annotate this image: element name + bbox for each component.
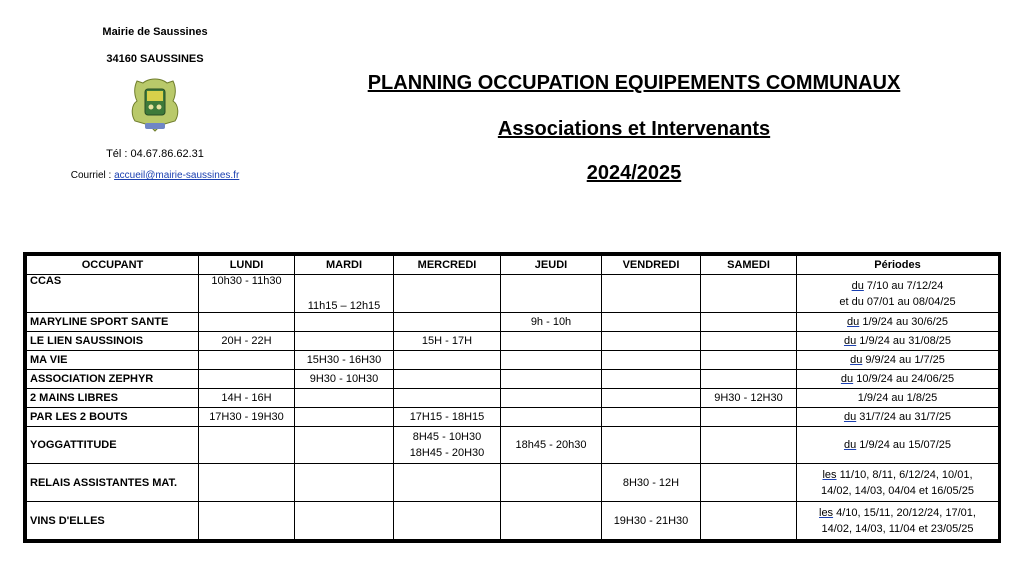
occupant-cell: PAR LES 2 BOUTS bbox=[27, 408, 199, 427]
planning-table bbox=[23, 252, 1001, 543]
vendredi-cell bbox=[602, 313, 701, 332]
periode-line-2: 14/02, 14/03, 04/04 et 16/05/25 bbox=[821, 484, 974, 497]
samedi-cell bbox=[701, 351, 797, 370]
table-row bbox=[27, 427, 999, 464]
mardi-cell bbox=[295, 389, 394, 408]
periode-line-1: 1/9/24 au 31/08/25 bbox=[856, 335, 952, 347]
occupant-cell: RELAIS ASSISTANTES MAT. bbox=[27, 464, 199, 502]
col-vendredi: VENDREDI bbox=[602, 256, 701, 275]
vendredi-cell: 8H30 - 12H bbox=[602, 464, 701, 502]
periode-cell bbox=[797, 313, 999, 332]
mercredi-cell: 15H - 17H bbox=[394, 332, 501, 351]
mercredi-cell bbox=[394, 464, 501, 502]
periode-prefix: les bbox=[822, 468, 837, 481]
occupant-cell: MA VIE bbox=[27, 351, 199, 370]
periode-cell bbox=[797, 408, 999, 427]
table-row bbox=[27, 313, 999, 332]
occupant-cell: LE LIEN SAUSSINOIS bbox=[27, 332, 199, 351]
vendredi-cell bbox=[602, 389, 701, 408]
col-mardi: MARDI bbox=[295, 256, 394, 275]
jeudi-cell bbox=[501, 389, 602, 408]
periode-line-2: et du 07/01 au 08/04/25 bbox=[839, 295, 956, 308]
periode-prefix: les bbox=[819, 506, 834, 519]
periode-line-1: 7/10 au 7/12/24 bbox=[863, 279, 944, 292]
mercredi-slot-2: 18H45 - 20H30 bbox=[409, 447, 485, 459]
vendredi-cell bbox=[602, 275, 701, 313]
mercredi-cell bbox=[394, 370, 501, 389]
lundi-cell: 14H - 16H bbox=[199, 389, 295, 408]
lundi-cell bbox=[199, 427, 295, 464]
jeudi-cell bbox=[501, 408, 602, 427]
season-year: 2024/2025 bbox=[586, 162, 682, 184]
mardi-cell bbox=[295, 408, 394, 427]
periode-cell bbox=[797, 332, 999, 351]
mercredi-slot-1: 8H45 - 10H30 bbox=[412, 431, 482, 443]
col-occupant: OCCUPANT bbox=[27, 256, 199, 275]
periode-prefix: du bbox=[840, 373, 854, 385]
mardi-cell bbox=[295, 464, 394, 502]
lundi-cell bbox=[199, 464, 295, 502]
periode-prefix: du bbox=[850, 354, 863, 366]
periode-prefix: du bbox=[851, 279, 864, 292]
table-row bbox=[27, 502, 999, 540]
col-lundi: LUNDI bbox=[199, 256, 295, 275]
occupant-cell: VINS D'ELLES bbox=[27, 502, 199, 540]
samedi-cell bbox=[701, 332, 797, 351]
occupant-cell: YOGGATTITUDE bbox=[27, 427, 199, 464]
occupant-cell: ASSOCIATION ZEPHYR bbox=[27, 370, 199, 389]
vendredi-cell bbox=[602, 408, 701, 427]
vendredi-cell bbox=[602, 351, 701, 370]
vendredi-cell: 19H30 - 21H30 bbox=[602, 502, 701, 540]
jeudi-cell bbox=[501, 502, 602, 540]
mercredi-cell bbox=[394, 389, 501, 408]
jeudi-cell bbox=[501, 464, 602, 502]
table-row bbox=[27, 408, 999, 427]
periode-cell bbox=[797, 502, 999, 540]
table-row bbox=[27, 275, 999, 313]
jeudi-cell bbox=[501, 370, 602, 389]
main-title: PLANNING OCCUPATION EQUIPEMENTS COMMUNAUX bbox=[367, 72, 901, 94]
mardi-cell bbox=[295, 313, 394, 332]
mercredi-cell bbox=[394, 275, 501, 313]
email-label: Courriel : bbox=[70, 170, 112, 181]
phone-number: Tél : 04.67.86.62.31 bbox=[106, 148, 204, 160]
periode-cell bbox=[797, 370, 999, 389]
samedi-cell bbox=[701, 502, 797, 540]
periode-prefix: du bbox=[847, 316, 860, 328]
lundi-cell bbox=[199, 502, 295, 540]
periode-prefix: du bbox=[843, 439, 857, 451]
mardi-cell: 9H30 - 10H30 bbox=[295, 370, 394, 389]
samedi-cell bbox=[701, 427, 797, 464]
periode-prefix: du bbox=[843, 335, 857, 347]
table-row bbox=[27, 389, 999, 408]
lundi-cell bbox=[199, 351, 295, 370]
jeudi-cell: 9h - 10h bbox=[501, 313, 602, 332]
subtitle: Associations et Intervenants bbox=[497, 118, 771, 140]
lundi-cell: 10h30 - 11h30 bbox=[199, 275, 295, 313]
occupant-cell: 2 MAINS LIBRES bbox=[27, 389, 199, 408]
vendredi-cell bbox=[602, 332, 701, 351]
periode-cell bbox=[797, 351, 999, 370]
samedi-cell bbox=[701, 313, 797, 332]
col-mercredi: MERCREDI bbox=[394, 256, 501, 275]
mercredi-cell bbox=[394, 313, 501, 332]
periode-line-1: 4/10, 15/11, 20/12/24, 17/01, bbox=[833, 506, 976, 519]
lundi-cell bbox=[199, 313, 295, 332]
periode-cell bbox=[797, 427, 999, 464]
jeudi-cell: 18h45 - 20h30 bbox=[501, 427, 602, 464]
col-periodes: Périodes bbox=[797, 256, 999, 275]
periode-cell bbox=[797, 275, 999, 313]
table-row bbox=[27, 370, 999, 389]
periode-cell bbox=[797, 464, 999, 502]
periode-line-1: 9/9/24 au 1/7/25 bbox=[862, 354, 945, 366]
occupant-cell: CCAS bbox=[27, 275, 199, 313]
periode-line-1: 1/9/24 au 15/07/25 bbox=[856, 439, 952, 451]
periode-line-1: 11/10, 8/11, 6/12/24, 10/01, bbox=[836, 468, 973, 481]
vendredi-cell bbox=[602, 370, 701, 389]
mairie-name: Mairie de Saussines bbox=[102, 26, 208, 38]
col-samedi: SAMEDI bbox=[701, 256, 797, 275]
mercredi-cell bbox=[394, 427, 501, 464]
samedi-cell: 9H30 - 12H30 bbox=[701, 389, 797, 408]
coat-of-arms-icon bbox=[125, 75, 185, 135]
postal-address: 34160 SAUSSINES bbox=[106, 53, 204, 65]
periode-prefix: du bbox=[843, 411, 857, 423]
table-row bbox=[27, 351, 999, 370]
jeudi-cell bbox=[501, 332, 602, 351]
mardi-cell bbox=[295, 502, 394, 540]
lundi-cell: 20H - 22H bbox=[199, 332, 295, 351]
mardi-cell: 11h15 – 12h15 bbox=[295, 275, 394, 313]
periode-cell bbox=[797, 389, 999, 408]
lundi-cell: 17H30 - 19H30 bbox=[199, 408, 295, 427]
email-link[interactable]: accueil@mairie-saussines.fr bbox=[114, 170, 240, 181]
occupant-cell: MARYLINE SPORT SANTE bbox=[27, 313, 199, 332]
mardi-cell bbox=[295, 427, 394, 464]
mercredi-cell bbox=[394, 351, 501, 370]
samedi-cell bbox=[701, 464, 797, 502]
samedi-cell bbox=[701, 275, 797, 313]
document-titles bbox=[300, 68, 968, 188]
jeudi-cell bbox=[501, 351, 602, 370]
samedi-cell bbox=[701, 408, 797, 427]
mercredi-cell bbox=[394, 502, 501, 540]
samedi-cell bbox=[701, 370, 797, 389]
mercredi-cell: 17H15 - 18H15 bbox=[394, 408, 501, 427]
lundi-cell bbox=[199, 370, 295, 389]
vendredi-cell bbox=[602, 427, 701, 464]
table-row bbox=[27, 332, 999, 351]
periode-line-1: 1/9/24 au 1/8/25 bbox=[857, 392, 938, 404]
mairie-header bbox=[40, 22, 270, 183]
periode-line-1: 31/7/24 au 31/7/25 bbox=[856, 411, 952, 423]
email-line bbox=[40, 169, 270, 183]
table-row bbox=[27, 464, 999, 502]
table-header-row bbox=[27, 256, 999, 275]
mardi-cell bbox=[295, 332, 394, 351]
col-jeudi: JEUDI bbox=[501, 256, 602, 275]
mardi-cell: 15H30 - 16H30 bbox=[295, 351, 394, 370]
jeudi-cell bbox=[501, 275, 602, 313]
periode-line-1: 1/9/24 au 30/6/25 bbox=[859, 316, 948, 328]
periode-line-1: 10/9/24 au 24/06/25 bbox=[853, 373, 955, 385]
periode-line-2: 14/02, 14/03, 11/04 et 23/05/25 bbox=[821, 522, 974, 535]
